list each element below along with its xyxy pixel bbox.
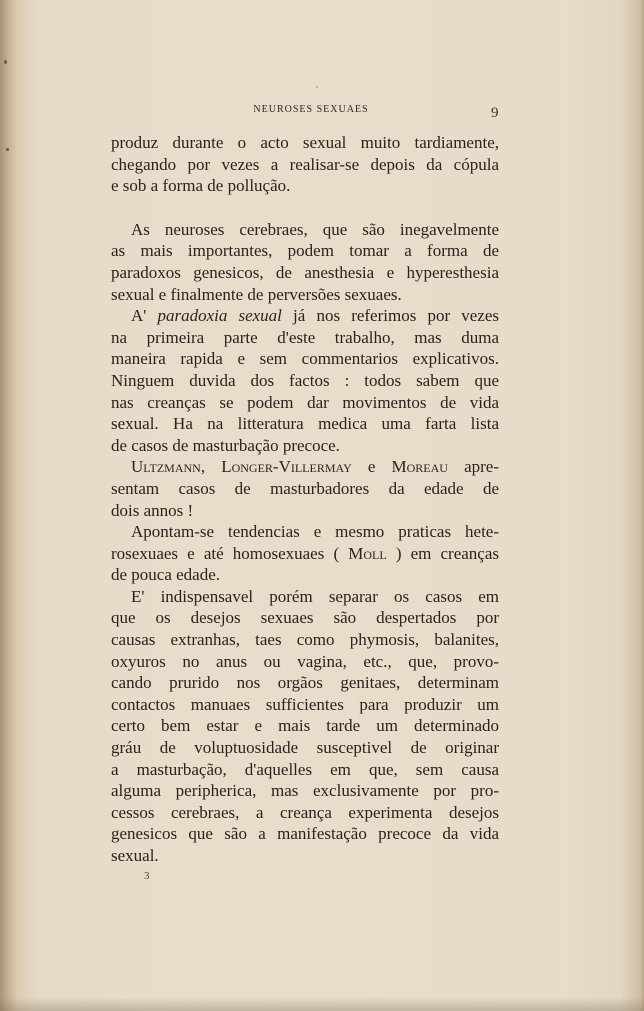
text-line: chegando por vezes a realisar-se depois da cópula bbox=[111, 154, 499, 174]
paragraph-gap bbox=[111, 197, 499, 219]
text-line: de casos de masturbação precoce. bbox=[111, 435, 340, 455]
text-line: que os desejos sexuaes são despertados por bbox=[111, 608, 499, 628]
author-name: Ultzmann bbox=[131, 457, 201, 477]
text-run: rosexuaes e até homosexuaes ( bbox=[111, 543, 349, 563]
book-spine-gutter bbox=[0, 0, 26, 1011]
text-run: apre- bbox=[447, 457, 499, 477]
ink-speck bbox=[6, 148, 9, 151]
text-run: já nos referimos por vezes bbox=[281, 306, 499, 326]
text-line: de pouca edade. bbox=[111, 565, 221, 585]
text-line: Ninguem duvida dos factos : todos sabem que bbox=[111, 370, 499, 390]
text-line: a masturbação, d'aquelles em que, sem causa bbox=[111, 759, 499, 779]
text-line: sexual. Ha na litteratura medica uma farta lista bbox=[111, 414, 499, 434]
text-line: na primeira parte d'este trabalho, mas duma bbox=[111, 327, 499, 347]
text-line: dois annos ! bbox=[111, 500, 194, 520]
text-line: As neuroses cerebraes, que são inegavelmente bbox=[131, 219, 499, 239]
text-line: sexual e finalmente de perversões sexuaes. bbox=[111, 284, 402, 304]
ink-speck bbox=[4, 60, 7, 64]
text-line-mixed bbox=[111, 543, 499, 565]
page-bottom-shadow bbox=[0, 997, 644, 1011]
text-line: contactos manuaes sufficientes para produzir um bbox=[111, 694, 499, 714]
text-line: sentam casos de masturbadores da edade de bbox=[111, 478, 499, 498]
text-line: genesicos que são a manifestação precoce da vida bbox=[111, 824, 499, 844]
text-line: sexual. bbox=[111, 846, 159, 865]
author-name: Longer-Villermay bbox=[221, 457, 352, 477]
text-line: maneira rapida e sem commentarios explicativos. bbox=[111, 349, 499, 369]
author-name: Moreau bbox=[391, 457, 448, 477]
text-line: alguma peripherica, mas exclusivamente por pro- bbox=[111, 781, 499, 801]
text-line: gráu de voluptuosidade susceptivel de originar bbox=[111, 738, 499, 758]
emphasis-text: paradoxia sexual bbox=[157, 306, 282, 326]
text-line: produz durante o acto sexual muito tardiamente, bbox=[111, 133, 499, 152]
text-run: A' bbox=[131, 306, 158, 326]
text-line: as mais importantes, podem tomar a forma de bbox=[111, 241, 499, 261]
ink-speck bbox=[316, 86, 318, 88]
text-run: ) em creanças bbox=[386, 543, 499, 563]
signature-mark: 3 bbox=[144, 870, 150, 882]
text-line: oxyuros no anus ou vagina, etc., que, provo- bbox=[111, 651, 499, 671]
text-run: e bbox=[351, 457, 392, 477]
text-line: cando prurido nos orgãos genitaes, determinam bbox=[111, 673, 499, 693]
text-line: paradoxos genesicos, de anesthesia e hyperesthesia bbox=[111, 262, 499, 282]
text-line-mixed bbox=[111, 305, 499, 327]
text-line: nas creanças se podem dar movimentos de vida bbox=[111, 392, 499, 412]
text-line: Apontam-se tendencias e mesmo praticas hete- bbox=[131, 522, 499, 542]
text-line: certo bem estar e mais tarde um determinado bbox=[111, 716, 499, 736]
text-line: E' indispensavel porém separar os casos em bbox=[131, 586, 499, 606]
text-line: e sob a forma de pollução. bbox=[111, 176, 291, 196]
text-run: , bbox=[200, 457, 222, 477]
body-text bbox=[111, 132, 499, 867]
text-line-mixed bbox=[111, 456, 499, 478]
author-name: Moll bbox=[348, 543, 387, 563]
page-number: 9 bbox=[491, 105, 499, 121]
text-line: causas extranhas, taes como phymosis, balanites, bbox=[111, 630, 499, 650]
text-line: cessos cerebraes, a creança experimenta desejos bbox=[111, 802, 499, 822]
running-head: NEUROSES SEXUAES bbox=[253, 104, 369, 115]
